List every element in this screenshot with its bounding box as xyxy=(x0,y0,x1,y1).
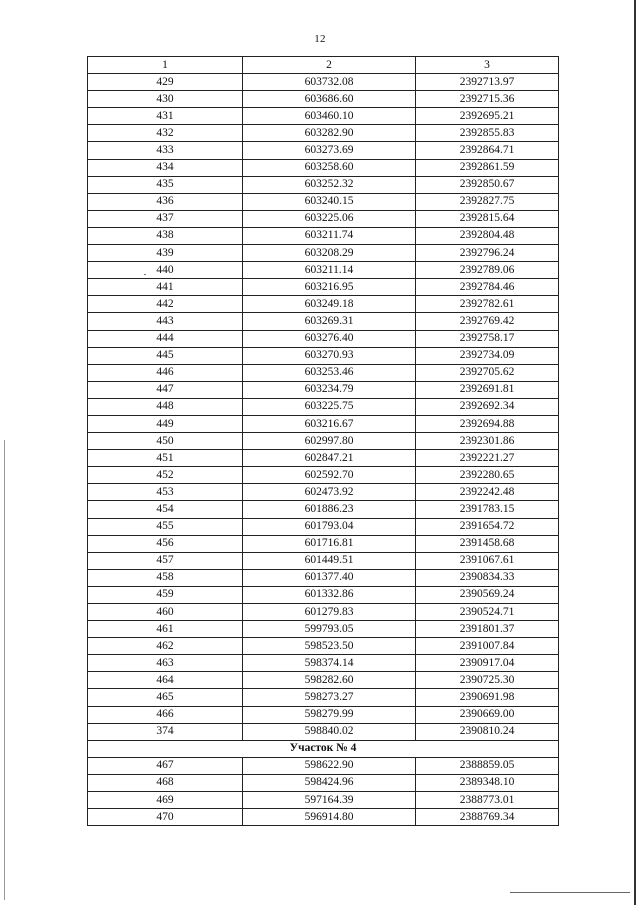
cell-y-coordinate: 2392715.36 xyxy=(416,91,559,108)
cell-x-coordinate: 601279.83 xyxy=(243,604,416,621)
cell-point-number: 443 xyxy=(88,313,243,330)
cell-point-number: 437 xyxy=(88,210,243,227)
cell-point-number: 450 xyxy=(88,433,243,450)
cell-x-coordinate: 602592.70 xyxy=(243,467,416,484)
column-header-point-number: 1 xyxy=(88,57,243,74)
cell-y-coordinate: 2392861.59 xyxy=(416,159,559,176)
cell-point-number: 445 xyxy=(88,347,243,364)
cell-y-coordinate: 2391458.68 xyxy=(416,535,559,552)
cell-x-coordinate: 598374.14 xyxy=(243,655,416,672)
cell-x-coordinate: 603276.40 xyxy=(243,330,416,347)
cell-point-number: 439 xyxy=(88,245,243,262)
cell-y-coordinate: 2391801.37 xyxy=(416,621,559,638)
table-row xyxy=(88,586,559,603)
scan-edge-line xyxy=(510,892,630,893)
cell-x-coordinate: 598622.90 xyxy=(243,757,416,774)
table-row xyxy=(88,210,559,227)
cell-point-number: 447 xyxy=(88,381,243,398)
cell-point-number: 465 xyxy=(88,689,243,706)
cell-point-number: 442 xyxy=(88,296,243,313)
cell-y-coordinate: 2392782.61 xyxy=(416,296,559,313)
cell-x-coordinate: 598523.50 xyxy=(243,638,416,655)
table-row xyxy=(88,689,559,706)
cell-y-coordinate: 2392804.48 xyxy=(416,227,559,244)
cell-x-coordinate: 602997.80 xyxy=(243,433,416,450)
cell-point-number: 431 xyxy=(88,108,243,125)
cell-point-number: 466 xyxy=(88,706,243,723)
table-row xyxy=(88,433,559,450)
cell-y-coordinate: 2390917.04 xyxy=(416,655,559,672)
cell-point-number: 432 xyxy=(88,125,243,142)
table-row xyxy=(88,569,559,586)
cell-point-number: 448 xyxy=(88,398,243,415)
cell-x-coordinate: 598282.60 xyxy=(243,672,416,689)
cell-x-coordinate: 601449.51 xyxy=(243,552,416,569)
cell-point-number: 449 xyxy=(88,415,243,432)
cell-y-coordinate: 2392827.75 xyxy=(416,193,559,210)
cell-y-coordinate: 2392713.97 xyxy=(416,74,559,91)
cell-point-number: 469 xyxy=(88,792,243,809)
cell-y-coordinate: 2391067.61 xyxy=(416,552,559,569)
cell-x-coordinate: 601377.40 xyxy=(243,569,416,586)
cell-y-coordinate: 2392784.46 xyxy=(416,279,559,296)
cell-x-coordinate: 603216.67 xyxy=(243,415,416,432)
cell-point-number: 436 xyxy=(88,193,243,210)
table-row xyxy=(88,142,559,159)
cell-y-coordinate: 2390569.24 xyxy=(416,586,559,603)
cell-x-coordinate: 603225.75 xyxy=(243,398,416,415)
cell-point-number: 444 xyxy=(88,330,243,347)
table-row xyxy=(88,176,559,193)
table-row xyxy=(88,809,559,826)
cell-point-number: 458 xyxy=(88,569,243,586)
table-header-row xyxy=(88,57,559,74)
cell-point-number: 441 xyxy=(88,279,243,296)
table-row xyxy=(88,792,559,809)
cell-x-coordinate: 603258.60 xyxy=(243,159,416,176)
cell-y-coordinate: 2391654.72 xyxy=(416,518,559,535)
table-row xyxy=(88,330,559,347)
table-row xyxy=(88,552,559,569)
cell-x-coordinate: 601886.23 xyxy=(243,501,416,518)
cell-x-coordinate: 603211.14 xyxy=(243,262,416,279)
table-row xyxy=(88,467,559,484)
cell-x-coordinate: 602473.92 xyxy=(243,484,416,501)
cell-y-coordinate: 2392695.21 xyxy=(416,108,559,125)
table-row xyxy=(88,347,559,364)
cell-point-number: 440 xyxy=(88,262,243,279)
cell-point-number: 429 xyxy=(88,74,243,91)
table-row xyxy=(88,774,559,791)
table-row xyxy=(88,484,559,501)
coordinates-table xyxy=(87,56,559,826)
cell-point-number: 464 xyxy=(88,672,243,689)
cell-x-coordinate: 603252.32 xyxy=(243,176,416,193)
cell-y-coordinate: 2389348.10 xyxy=(416,774,559,791)
cell-x-coordinate: 598279.99 xyxy=(243,706,416,723)
cell-point-number: 459 xyxy=(88,586,243,603)
cell-y-coordinate: 2392301.86 xyxy=(416,433,559,450)
table-row xyxy=(88,604,559,621)
cell-y-coordinate: 2390834.33 xyxy=(416,569,559,586)
cell-y-coordinate: 2392221.27 xyxy=(416,450,559,467)
cell-y-coordinate: 2392691.81 xyxy=(416,381,559,398)
cell-x-coordinate: 602847.21 xyxy=(243,450,416,467)
cell-x-coordinate: 603208.29 xyxy=(243,245,416,262)
cell-x-coordinate: 603240.15 xyxy=(243,193,416,210)
cell-x-coordinate: 603282.90 xyxy=(243,125,416,142)
cell-point-number: 430 xyxy=(88,91,243,108)
table-row xyxy=(88,450,559,467)
cell-y-coordinate: 2388773.01 xyxy=(416,792,559,809)
cell-y-coordinate: 2392855.83 xyxy=(416,125,559,142)
cell-x-coordinate: 603216.95 xyxy=(243,279,416,296)
cell-x-coordinate: 596914.80 xyxy=(243,809,416,826)
table-row xyxy=(88,279,559,296)
cell-x-coordinate: 603249.18 xyxy=(243,296,416,313)
cell-x-coordinate: 597164.39 xyxy=(243,792,416,809)
cell-y-coordinate: 2392850.67 xyxy=(416,176,559,193)
cell-x-coordinate: 599793.05 xyxy=(243,621,416,638)
cell-point-number: 470 xyxy=(88,809,243,826)
cell-x-coordinate: 601793.04 xyxy=(243,518,416,535)
cell-y-coordinate: 2392694.88 xyxy=(416,415,559,432)
cell-point-number: 456 xyxy=(88,535,243,552)
table-row xyxy=(88,621,559,638)
table-row xyxy=(88,91,559,108)
cell-point-number: 438 xyxy=(88,227,243,244)
cell-y-coordinate: 2391007.84 xyxy=(416,638,559,655)
table-row xyxy=(88,364,559,381)
cell-point-number: 451 xyxy=(88,450,243,467)
table-row xyxy=(88,193,559,210)
cell-point-number: 457 xyxy=(88,552,243,569)
cell-point-number: 460 xyxy=(88,604,243,621)
table-row xyxy=(88,398,559,415)
cell-point-number: 455 xyxy=(88,518,243,535)
column-header-y-coordinate: 3 xyxy=(416,57,559,74)
table-row xyxy=(88,159,559,176)
table-row xyxy=(88,723,559,740)
table-row xyxy=(88,245,559,262)
cell-x-coordinate: 601332.86 xyxy=(243,586,416,603)
cell-y-coordinate: 2390691.98 xyxy=(416,689,559,706)
table-row xyxy=(88,518,559,535)
cell-point-number: 374 xyxy=(88,723,243,740)
table-row xyxy=(88,655,559,672)
cell-y-coordinate: 2388859.05 xyxy=(416,757,559,774)
cell-point-number: 467 xyxy=(88,757,243,774)
cell-y-coordinate: 2392705.62 xyxy=(416,364,559,381)
scan-speck xyxy=(144,274,146,275)
cell-y-coordinate: 2392692.34 xyxy=(416,398,559,415)
scan-edge-line xyxy=(4,440,5,900)
cell-y-coordinate: 2392796.24 xyxy=(416,245,559,262)
cell-y-coordinate: 2392242.48 xyxy=(416,484,559,501)
table-row xyxy=(88,108,559,125)
table-row xyxy=(88,501,559,518)
table-row xyxy=(88,757,559,774)
cell-x-coordinate: 603211.74 xyxy=(243,227,416,244)
table-row xyxy=(88,706,559,723)
cell-y-coordinate: 2392769.42 xyxy=(416,313,559,330)
table-row xyxy=(88,535,559,552)
cell-point-number: 435 xyxy=(88,176,243,193)
table-row xyxy=(88,381,559,398)
cell-x-coordinate: 603253.46 xyxy=(243,364,416,381)
cell-x-coordinate: 598840.02 xyxy=(243,723,416,740)
table-row xyxy=(88,262,559,279)
cell-y-coordinate: 2392815.64 xyxy=(416,210,559,227)
cell-y-coordinate: 2392734.09 xyxy=(416,347,559,364)
cell-y-coordinate: 2388769.34 xyxy=(416,809,559,826)
cell-y-coordinate: 2390725.30 xyxy=(416,672,559,689)
table-row xyxy=(88,227,559,244)
table-row xyxy=(88,415,559,432)
cell-x-coordinate: 603234.79 xyxy=(243,381,416,398)
cell-y-coordinate: 2392280.65 xyxy=(416,467,559,484)
table-body xyxy=(88,74,559,826)
cell-x-coordinate: 598273.27 xyxy=(243,689,416,706)
table-row xyxy=(88,638,559,655)
column-header-x-coordinate: 2 xyxy=(243,57,416,74)
cell-y-coordinate: 2390669.00 xyxy=(416,706,559,723)
page-number: 12 xyxy=(314,33,326,45)
cell-x-coordinate: 603225.06 xyxy=(243,210,416,227)
cell-y-coordinate: 2390810.24 xyxy=(416,723,559,740)
cell-point-number: 433 xyxy=(88,142,243,159)
section-header-row xyxy=(88,740,559,757)
cell-x-coordinate: 603269.31 xyxy=(243,313,416,330)
table-row xyxy=(88,672,559,689)
cell-y-coordinate: 2391783.15 xyxy=(416,501,559,518)
table-row xyxy=(88,74,559,91)
cell-y-coordinate: 2392864.71 xyxy=(416,142,559,159)
cell-x-coordinate: 603732.08 xyxy=(243,74,416,91)
cell-point-number: 461 xyxy=(88,621,243,638)
cell-point-number: 446 xyxy=(88,364,243,381)
cell-point-number: 454 xyxy=(88,501,243,518)
cell-x-coordinate: 603273.69 xyxy=(243,142,416,159)
table-row xyxy=(88,313,559,330)
cell-point-number: 462 xyxy=(88,638,243,655)
table-row xyxy=(88,296,559,313)
cell-x-coordinate: 603686.60 xyxy=(243,91,416,108)
cell-y-coordinate: 2392758.17 xyxy=(416,330,559,347)
table-row xyxy=(88,125,559,142)
cell-point-number: 463 xyxy=(88,655,243,672)
cell-x-coordinate: 603270.93 xyxy=(243,347,416,364)
cell-point-number: 468 xyxy=(88,774,243,791)
cell-point-number: 434 xyxy=(88,159,243,176)
cell-point-number: 452 xyxy=(88,467,243,484)
cell-x-coordinate: 598424.96 xyxy=(243,774,416,791)
cell-y-coordinate: 2392789.06 xyxy=(416,262,559,279)
scan-edge-line xyxy=(634,0,636,905)
cell-x-coordinate: 601716.81 xyxy=(243,535,416,552)
cell-y-coordinate: 2390524.71 xyxy=(416,604,559,621)
section-title: Участок № 4 xyxy=(88,740,559,757)
cell-point-number: 453 xyxy=(88,484,243,501)
cell-x-coordinate: 603460.10 xyxy=(243,108,416,125)
